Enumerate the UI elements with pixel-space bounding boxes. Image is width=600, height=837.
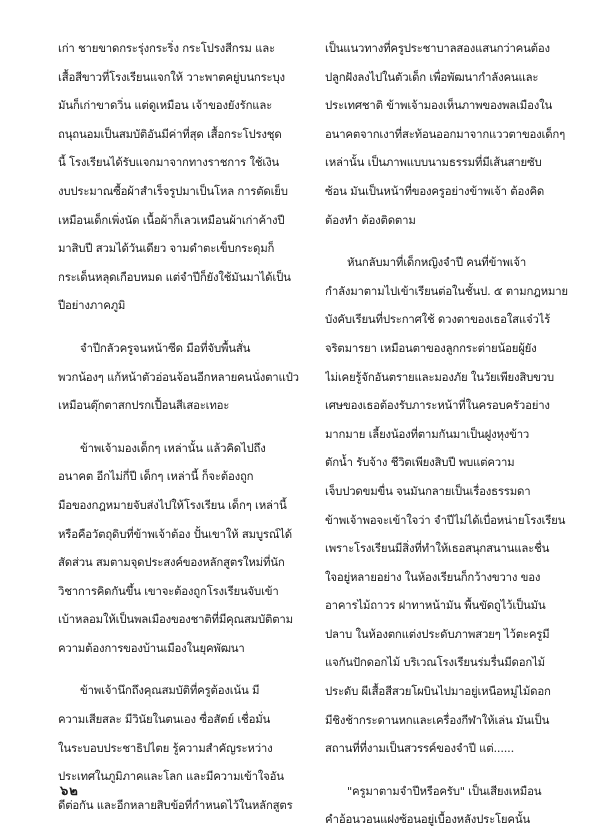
paragraph: [325, 777, 577, 834]
text-line: เก่า ชายขาดกระรุ่งกระริ่ง กระโปรงสีกรม และ: [58, 41, 275, 55]
text-line: มันก็เก่าขาดวิ่น แต่ดูเหมือน เจ้าของยังรักและ: [58, 98, 273, 113]
text-line: ใจอยู่หลายอย่าง ในห้องเรียนก็กว้างขวาง ของ: [325, 569, 541, 584]
text-line: วิชาการคิดกันขึ้น เขาจะต้องถูกโรงเรียนจับเข้า: [58, 583, 279, 598]
left-column: [58, 34, 310, 819]
page-number: ๖๒: [60, 784, 79, 799]
text-line: เหมือนเด็กเพิ่งนัด เนื้อผ้าก็เลวเหมือนผ้าเก่าค้างปี: [58, 212, 285, 227]
text-line: "ครูมาตามจำปีหรือครับ" เป็นเสียงเหมือน: [347, 783, 542, 798]
text-line: ปลาบ ในห้องตกแต่งประดับภาพสวยๆ ไว้ตะครูมี: [325, 626, 550, 641]
text-line: ต้องทำ ต้องติดตาม: [325, 212, 416, 227]
text-line: มีชิงช้ากระดานหกและเครื่องกีฬาให้เล่น มันเป็น: [325, 712, 550, 727]
text-line: อนาคต อีกไม่กี่ปี เด็กๆ เหล่านี้ ก็จะต้องถูก: [58, 469, 254, 484]
text-line: ความต้องการของบ้านเมืองในยุคพัฒนา: [58, 640, 245, 655]
paragraph: [58, 34, 310, 320]
text-line: ถนุถนอมเป็นสมบัติอันมีค่าที่สุด เสื้อกระโปรงชุด: [58, 126, 282, 141]
text-line: แจกันปักดอกไม้ บริเวณโรงเรียนร่มรื่นมีดอกไม้: [325, 655, 545, 670]
text-line: ประดับ ผีเสื้อสีสวยโผบินไปมาอยู่เหนือหมู่ไม้ดอก: [325, 684, 551, 699]
text-line: เป็นแนวทางที่ครูประชาบาลสองแสนกว่าคนต้อง: [325, 41, 550, 55]
paragraph: [325, 34, 577, 234]
text-line: ข้าพเจ้านึกถึงคุณสมบัติที่ครูต้องเน้น มี: [80, 683, 260, 698]
paragraph: [58, 434, 310, 663]
paragraph: [58, 676, 310, 819]
text-line: ประเทศชาติ ข้าพเจ้ามองเห็นภาพของพลเมืองใน: [325, 98, 553, 113]
text-line: มาสิบปี สวมได้วันเดียว จามดำตะเข็บกระดุมก็: [58, 241, 275, 256]
text-line: อาคารไม้ถาวร ฝาทาหน้ามัน พื้นขัดถูไว้เป็นมัน: [325, 598, 546, 613]
text-line: ไม่เคยรู้จักอันตรายและมองภัย ในวัยเพียงสิบขวบ: [325, 369, 554, 384]
right-column: [325, 34, 577, 834]
text-line: บังคับเรียนที่ประกาศใช้ ดวงตาของเธอใสแจ๋วไร้: [325, 312, 551, 327]
text-line: ซ้อน มันเป็นหน้าที่ของครูอย่างข้าพเจ้า ต้องคิด: [325, 183, 545, 198]
text-line: ข้าพเจ้าพอจะเข้าใจว่า จำปีไม่ได้เบื่อหน่ายโรงเรียน: [325, 512, 566, 527]
text-line: ปีอย่างภาคภูมิ: [58, 298, 126, 313]
text-line: ปลูกฝังลงไปในตัวเด็ก เพื่อพัฒนากำลังคนและ: [325, 69, 539, 84]
text-line: มือของกฎหมายจับส่งไปให้โรงเรียน เด็กๆ เหล่านี้: [58, 497, 287, 512]
text-line: งบประมาณซื้อผ้าสำเร็จรูปมาเป็นโหล การตัดเย็บ: [58, 183, 288, 198]
text-line: กำลังมาตามไปเข้าเรียนต่อในชั้นป. ๕ ตามกฎหมาย: [325, 283, 568, 298]
text-line: ความเสียสละ มีวินัยในตนเอง ซื่อสัตย์ เชื่อมั่น: [58, 712, 271, 727]
text-line: พวกน้องๆ แก้หน้าตัวอ่อนจ้อนอีกหลายคนนั่งตาแป๋ว: [58, 369, 299, 384]
text-line: มากมาย เลี้ยงน้องที่ตามกันมาเป็นฝูงหุงข้าว: [325, 426, 530, 441]
text-line: เศษของเธอต้องรับภาระหน้าที่ในครอบครัวอย่าง: [325, 398, 550, 413]
text-line: สถานที่ที่งามเป็นสวรรค์ของจำปี แต่......: [325, 741, 515, 756]
text-line: นี้ โรงเรียนได้รับแจกมาจากทางราชการ ใช้เงิน: [58, 155, 280, 170]
text-line: กระเด็นหลุดเกือบหมด แต่จำปีก็ยังใช้มันมาได้เป็น: [58, 269, 291, 284]
text-line: ข้าพเจ้ามองเด็กๆ เหล่านั้น แล้วคิดไปถึง: [80, 440, 266, 455]
text-line: เสื้อสีขาวที่โรงเรียนแจกให้ วาะพาตคยู่บนกระบุง: [58, 69, 285, 84]
text-line: เพราะโรงเรียนมีสิ่งที่ทำให้เธอสนุกสนานและชื่น: [325, 541, 550, 556]
text-line: หรือคือวัตถุดิบที่ข้าพเจ้าต้อง ปั้นเขาให้ สมบูรณ์ได้: [58, 526, 292, 541]
paragraph: [58, 334, 310, 420]
text-line: จำปีกลัวครูจนหน้าซีด มือที่จับพื้นสั่น: [80, 340, 251, 355]
text-line: เจ็บปวดขมขื่น จนมันกลายเป็นเรื่องธรรมดา: [325, 483, 531, 498]
text-line: สัดส่วน สมตามจุดประสงค์ของหลักสูตรใหม่ที่นัก: [58, 555, 285, 570]
text-line: เหล่านั้น เป็นภาพแบบนามธรรมที่มีเส้นสายซับ: [325, 155, 542, 170]
text-line: หันกลับมาที่เด็กหญิงจำปี คนที่ข้าพเจ้า: [347, 255, 527, 270]
paragraph: [325, 248, 577, 763]
text-line: ตักน้ำ รับจ้าง ชีวิตเพียงสิบปี พบแต่ความ: [325, 455, 515, 470]
text-line: คำอ้อนวอนแฝงซ้อนอยู่เบื้องหลังประโยคนั้น: [325, 812, 530, 827]
text-line: ประเทศในภูมิภาคและโลก และมีความเข้าใจอัน: [58, 769, 284, 784]
text-line: เหมือนตุ๊กตาสกปรกเปื้อนสีเสอะเทอะ: [58, 398, 230, 413]
text-line: ในระบอบประชาธิปไตย รู้ความสำคัญระหว่าง: [58, 740, 273, 755]
text-line: อนาคตจากเงาที่สะท้อนออกมาจากแววตาของเด็กๆ: [325, 126, 566, 141]
text-line: ดีต่อกัน และอีกหลายสิบข้อที่กำหนดไว้ในหลักสูตร: [58, 797, 293, 812]
text-line: จริตมารยา เหมือนตาของลูกกระต่ายน้อยผู้ยัง: [325, 340, 537, 355]
text-line: เบ้าหลอมให้เป็นพลเมืองของชาติที่มีคุณสมบัติตาม: [58, 612, 293, 627]
